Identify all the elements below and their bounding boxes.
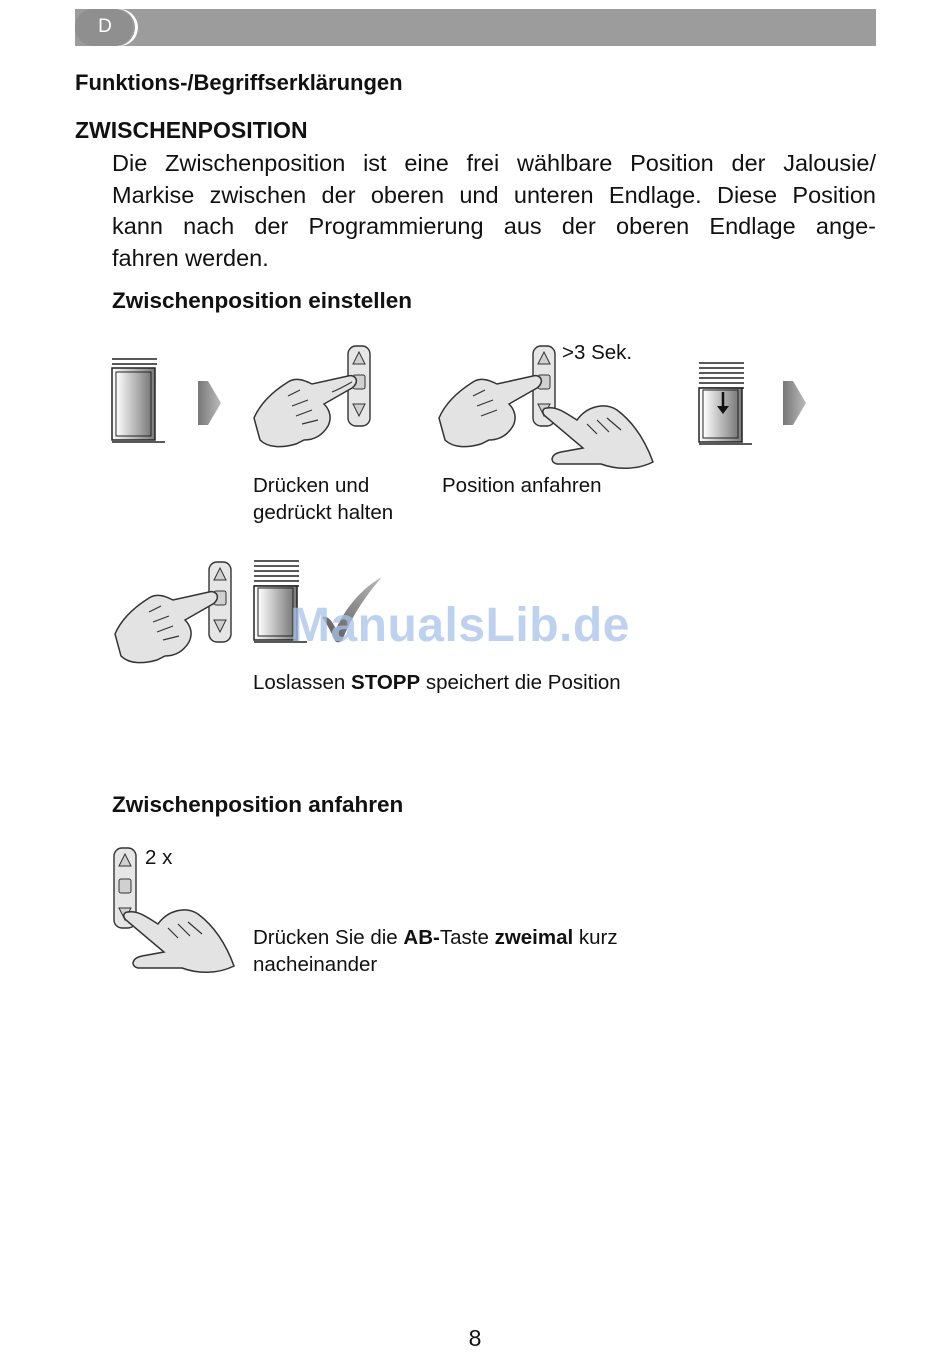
- arrow-right-icon: [198, 377, 222, 429]
- set-section-heading: Zwischenposition einstellen: [112, 288, 413, 313]
- caption-move-position: Position anfahren: [442, 474, 602, 497]
- approach-section-heading: Zwischenposition anfahren: [112, 792, 404, 817]
- caption-line: gedrückt halten: [253, 501, 394, 524]
- arrow-right-icon: [783, 377, 807, 429]
- hand-remote-icon: [112, 846, 236, 976]
- duration-label: >3 Sek.: [562, 341, 633, 364]
- language-tab-label: D: [98, 16, 112, 37]
- watermark: ManualsLib.de: [290, 599, 630, 652]
- caption-text: Loslassen: [253, 671, 352, 694]
- caption-release-stop: [253, 669, 621, 696]
- window-blind-icon: [111, 358, 167, 444]
- intro-line: Markise zwischen der oberen und unteren Endlage. Diese Position: [112, 181, 876, 208]
- hand-remote-icon: [113, 560, 238, 666]
- caption-press-hold: [253, 472, 393, 526]
- caption-text: kurz: [573, 926, 618, 949]
- caption-bold: STOPP: [351, 671, 421, 694]
- caption-text: speichert die Position: [420, 671, 621, 694]
- caption-text: Drücken Sie die: [253, 926, 404, 949]
- caption-bold: AB-: [403, 926, 440, 949]
- hand-remote-icon: [252, 344, 377, 450]
- caption-line: Drücken und: [253, 474, 370, 497]
- caption-press-twice: [253, 924, 618, 978]
- caption-line: nacheinander: [253, 953, 378, 976]
- page-number: 8: [468, 1325, 482, 1351]
- count-label: 2 x: [145, 846, 173, 869]
- section-title: Funktions-/Begriffserklärungen: [75, 70, 403, 95]
- caption-text: Taste: [439, 926, 495, 949]
- blind-down-arrow-icon: [698, 362, 754, 446]
- caption-bold: zweimal: [494, 926, 574, 949]
- intro-line: kann nach der Programmierung aus der oberen Endlage ange-: [112, 213, 876, 239]
- subsection-title: ZWISCHENPOSITION: [75, 117, 308, 143]
- intro-line: fahren werden.: [112, 244, 269, 271]
- intro-paragraph: [112, 148, 876, 274]
- caption-line: [253, 924, 618, 951]
- intro-line: Die Zwischenposition ist eine frei wählbare Position der Jalousie/: [112, 150, 876, 176]
- header-bar: [75, 9, 876, 46]
